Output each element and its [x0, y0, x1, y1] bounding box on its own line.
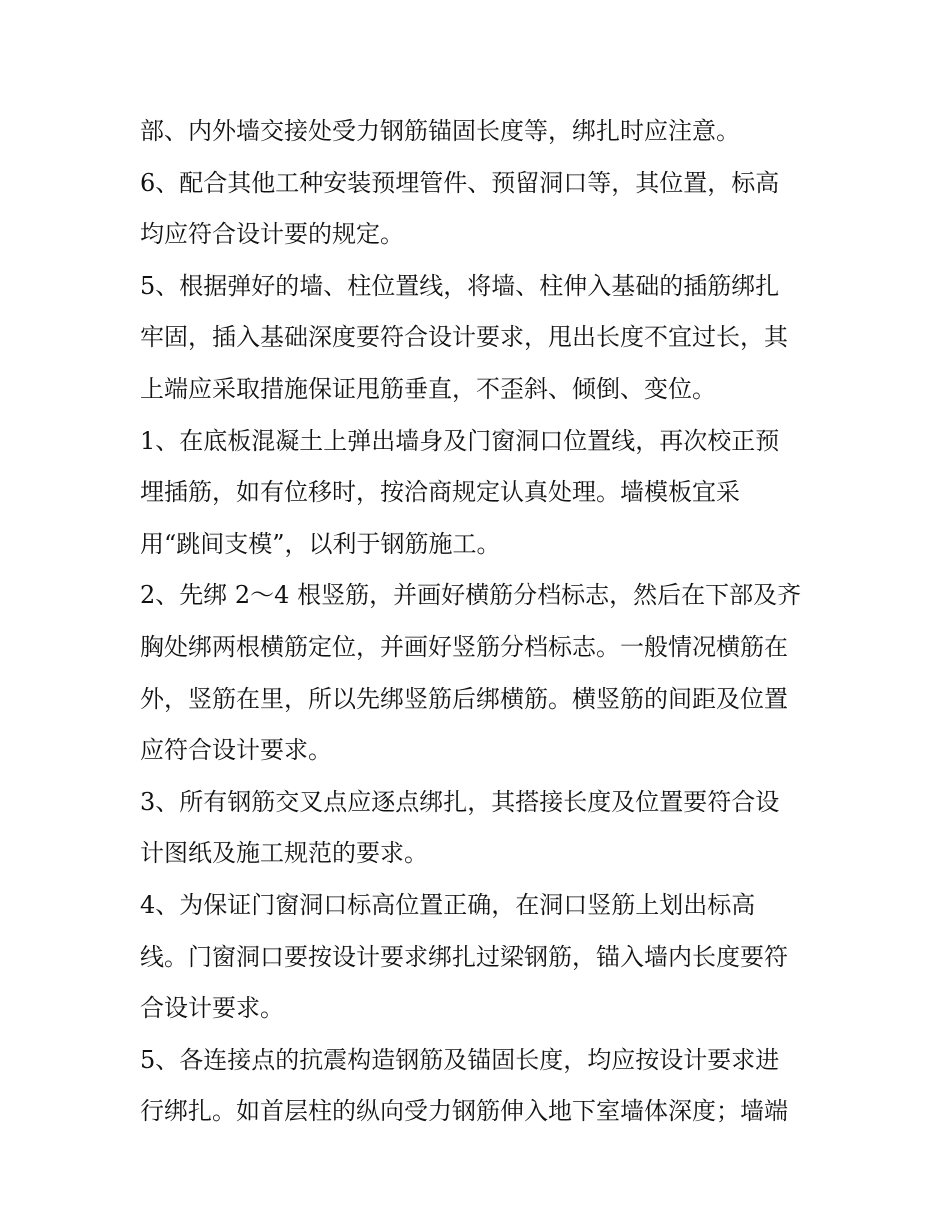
text-line: 1、在底板混凝土上弹出墙身及门窗洞口位置线，再次校正预: [140, 426, 780, 455]
text-line: 用“跳间支模”，以利于钢筋施工。: [140, 529, 501, 558]
text-line: 计图纸及施工规范的要求。: [140, 839, 428, 868]
text-line: 6、配合其他工种安装预埋管件、预留洞口等，其位置，标高: [140, 168, 780, 197]
text-line: 均应符合设计要的规定。: [140, 220, 404, 249]
text-line: 行绑扎。如首层柱的纵向受力钢筋伸入地下室墙体深度；墙端: [140, 1097, 788, 1126]
body-text: [140, 106, 820, 1138]
text-line: 部、内外墙交接处受力钢筋锚固长度等，绑扎时应注意。: [140, 117, 740, 145]
text-line: 线。门窗洞口要按设计要求绑扎过梁钢筋，锚入墙内长度要符: [140, 942, 788, 971]
text-line: 应符合设计要求。: [140, 736, 332, 765]
text-line: 4、为保证门窗洞口标高位置正确，在洞口竖筋上划出标高: [140, 890, 756, 919]
text-line: 外，竖筋在里，所以先绑竖筋后绑横筋。横竖筋的间距及位置: [140, 684, 788, 713]
text-line: 合设计要求。: [140, 994, 284, 1023]
text-line: 胸处绑两根横筋定位，并画好竖筋分档标志。一般情况横筋在: [140, 632, 788, 661]
text-line: 上端应采取措施保证甩筋垂直，不歪斜、倾倒、变位。: [140, 374, 716, 403]
text-line: 5、根据弹好的墙、柱位置线，将墙、柱伸入基础的插筋绑扎: [140, 271, 780, 300]
text-line: 牢固，插入基础深度要符合设计要求，甩出长度不宜过长，其: [140, 323, 788, 352]
text-line: 埋插筋，如有位移时，按洽商规定认真处理。墙模板宜采: [140, 478, 740, 507]
text-line: 3、所有钢筋交叉点应逐点绑扎，其搭接长度及位置要符合设: [140, 787, 780, 816]
text-line: 2、先绑 2～4 根竖筋，并画好横筋分档标志，然后在下部及齐: [140, 581, 802, 610]
text-line: 5、各连接点的抗震构造钢筋及锚固长度，均应按设计要求进: [140, 1045, 780, 1074]
